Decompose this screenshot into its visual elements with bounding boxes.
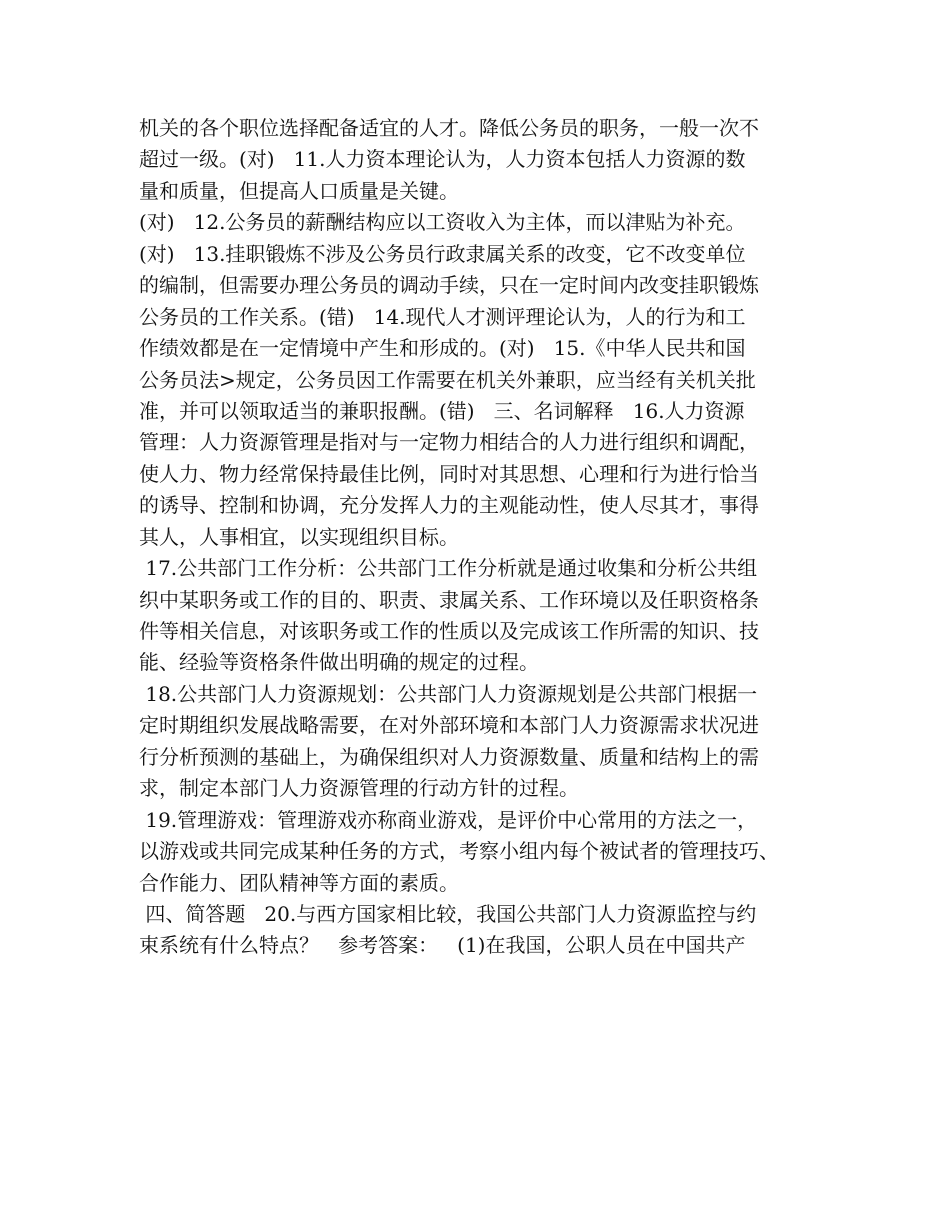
text-line: 合作能力、团队精神等方面的素质。 [139, 870, 459, 895]
text-line: 准，并可以领取适当的兼职报酬。(错) 三、名词解释 16.人力资源 [139, 398, 745, 423]
text-line: 量和质量，但提高人口质量是关键。 [139, 178, 459, 203]
text-line: 定时期组织发展战略需要，在对外部环境和本部门人力资源需求状况进 [139, 713, 759, 738]
text-line: 织中某职务或工作的目的、职责、隶属关系、工作环境以及任职资格条 [139, 587, 759, 612]
text-line: 机关的各个职位选择配备适宜的人才。降低公务员的职务，一般一次不 [139, 116, 759, 140]
text-line: (对) 13.挂职锻炼不涉及公务员行政隶属关系的改变，它不改变单位 [139, 241, 746, 266]
text-line: 使人力、物力经常保持最佳比例，同时对其思想、心理和行为进行恰当 [139, 461, 759, 486]
text-line: 公务员的工作关系。(错) 14.现代人才测评理论认为，人的行为和工 [139, 304, 746, 329]
text-line: 件等相关信息，对该职务或工作的性质以及完成该工作所需的知识、技 [139, 619, 759, 643]
text-line: 其人，人事相宜，以实现组织目标。 [139, 524, 459, 549]
text-line: 的编制，但需要办理公务员的调动手续，只在一定时间内改变挂职锻炼 [139, 273, 759, 298]
text-line: 17.公共部门工作分析：公共部门工作分析就是通过收集和分析公共组 [139, 556, 758, 581]
text-line: (对) 12.公务员的薪酬结构应以工资收入为主体，而以津贴为补充。 [139, 210, 746, 235]
text-line: 以游戏或共同完成某种任务的方式，考察小组内每个被试者的管理技巧、 [139, 839, 779, 864]
text-line: 能、经验等资格条件做出明确的规定的过程。 [139, 650, 539, 675]
text-line: 18.公共部门人力资源规划：公共部门人力资源规划是公共部门根据一 [139, 681, 758, 706]
text-line: 的诱导、控制和协调，充分发挥人力的主观能动性，使人尽其才，事得 [139, 493, 759, 518]
text-line: 求，制定本部门人力资源管理的行动方针的过程。 [139, 776, 579, 801]
text-line: 束系统有什么特点？ 参考答案： (1)在我国，公职人员在中国共产 [139, 933, 746, 958]
text-line: 行分析预测的基础上，为确保组织对人力资源数量、质量和结构上的需 [139, 744, 759, 769]
text-line: 四、简答题 20.与西方国家相比较，我国公共部门人力资源监控与约 [139, 901, 757, 926]
text-line: 管理：人力资源管理是指对与一定物力相结合的人力进行组织和调配， [139, 430, 759, 455]
text-line: 作绩效都是在一定情境中产生和形成的。(对) 15.《中华人民共和国 [139, 336, 746, 361]
text-line: 19.管理游戏：管理游戏亦称商业游戏，是评价中心常用的方法之一， [139, 807, 758, 832]
body-text [139, 113, 819, 962]
text-line: 超过一级。(对) 11.人力资本理论认为，人力资本包括人力资源的数 [139, 147, 746, 172]
text-line: 公务员法>规定，公务员因工作需要在机关外兼职，应当经有关机关批 [139, 367, 756, 392]
